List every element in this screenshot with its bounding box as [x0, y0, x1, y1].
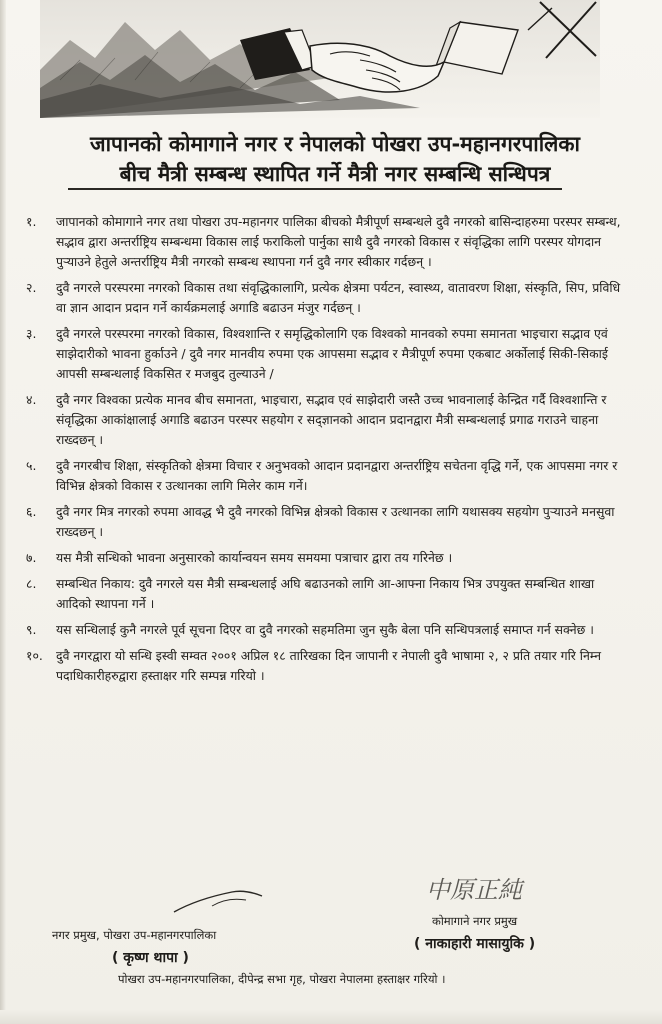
title-underline [68, 188, 562, 190]
clause-number: ८. [26, 576, 37, 591]
handshake-mountain-illustration [40, 0, 600, 118]
clause-7 [18, 548, 630, 568]
clause-text: सम्बन्धित निकाय: दुवै नगरले यस मैत्री सम्बन्धलाई अघि बढाउनको लागि आ-आफ्ना निकाय भित्र उपयुक्त सम्बन्धित शाखा आदिको स्थापना गर्ने । [56, 576, 595, 611]
clause-8 [18, 574, 630, 614]
clause-number: ४. [26, 392, 37, 407]
left-signature-mark [172, 888, 268, 916]
clause-3 [18, 324, 630, 384]
clause-number: २. [26, 280, 37, 295]
clause-2 [18, 278, 630, 318]
clause-10 [18, 646, 630, 686]
right-signatory-name: ( नाकाहारी मासायुकि ) [414, 936, 536, 952]
left-signatory-name: ( कृष्ण थापा ) [112, 950, 189, 966]
clause-1 [18, 212, 630, 272]
clause-5 [18, 456, 630, 496]
clause-text: दुवै नगर मित्र नगरको रुपमा आवद्ध भै दुवै नगरको विभिन्न क्षेत्रको विकास र उत्थानका लागि यथासक्य सहयोग पुऱ्याउने मनसुवा राख्दछन् । [56, 504, 615, 539]
clause-number: ६. [26, 504, 37, 519]
clause-text: दुवै नगरले परस्परमा नगरको विकास, विश्वशान्ति र समृद्धिकोलागि एक विश्वको मानवको रुपमा समानता भाइचारा सद्भाव एवं साझेदारीको भावना हुर्काउने / दुवै नगर मानवीय रुपमा एक आपसमा सद्भाव र मैत्रीपूर्ण रुपमा एकबाट अर्कोलाई सिकी-सिकाई आपसी सम्बन्धलाई विकसित र मजबुद तुल्याउने / [56, 326, 608, 381]
handwritten-signature-text: 中原正純 [426, 876, 522, 904]
clause-number: १०. [26, 648, 43, 663]
right-signatory-title: कोमागाने नगर प्रमुख [432, 914, 518, 928]
document-title-line-2: बीच मैत्री सम्बन्ध स्थापित गर्ने मैत्री नगर सम्बन्धि सन्धिपत्र [119, 162, 551, 186]
clause-text: यस सन्धिलाई कुनै नगरले पूर्व सूचना दिएर वा दुवै नगरको सहमतिमा जुन सुकै बेला पनि सन्धिपत्रलाई समाप्त गर्न सक्नेछ । [56, 622, 595, 637]
clause-text: यस मैत्री सन्धिको भावना अनुसारको कार्यान्वयन समय समयमा पत्राचार द्वारा तय गरिनेछ । [56, 550, 453, 565]
left-signatory-title: नगर प्रमुख, पोखरा उप-महानगरपालिका [52, 928, 217, 942]
clause-number: ९. [26, 622, 37, 637]
scan-bottom-edge [0, 1010, 662, 1024]
clause-text: दुवै नगरले परस्परमा नगरको विकास तथा संवृद्धिकालागि, प्रत्येक क्षेत्रमा पर्यटन, स्वास्थ्य, वातावरण शिक्षा, संस्कृति, सिप, प्रविधि वा ज्ञान आदान प्रदान गर्ने कार्यक्रमलाई अगाडि बढाउन मंजुर गर्दछन् । [56, 280, 621, 315]
clause-text: दुवै नगरद्वारा यो सन्धि इस्वी सम्वत २००१ अप्रिल १८ तारिखका दिन जापानी र नेपाली दुवै भाषामा २, २ प्रति तयार गरि निम्न पदाधिकारीहरुद्वारा हस्ताक्षर गरि सम्पन्न गरियो । [56, 648, 601, 683]
clause-text: जापानको कोमागाने नगर तथा पोखरा उप-महानगर पालिका बीचको मैत्रीपूर्ण सम्बन्धले दुवै नगरको बासिन्दाहरुमा परस्पर सम्बन्ध, सद्भाव द्वारा अन्तर्राष्ट्रिय सम्बन्धमा विकास लाई फराकिलो पार्नुका साथै दुवै नगरको विकास र संवृद्धिका लागि परस्पर योगदान पुऱ्याउने हेतुले अन्तर्राष्ट्रिय मैत्री नगरको सम्बन्ध स्थापना गर्न दुवै नगर स्वीकार गर्दछन् । [56, 214, 621, 269]
clause-9 [18, 620, 630, 640]
clause-text: दुवै नगर विश्वका प्रत्येक मानव बीच समानता, भाइचारा, सद्भाव एवं साझेदारी जस्तै उच्च भावनालाई केन्द्रित गर्दै विश्वशान्ति र संवृद्धिका आकांक्षालाई अगाडि बढाउन परस्पर सहयोग र सद्ज्ञानको आदान प्रदानद्वारा मैत्री सम्बन्धलाई प्रगाढ गराउने चाहना राख्दछन् । [56, 392, 607, 447]
clause-4 [18, 390, 630, 450]
clause-list [18, 212, 630, 692]
document-title-line-1: जापानको कोमागाने नगर र नेपालको पोखरा उप-महानगरपालिका [90, 132, 580, 156]
scan-edge [0, 0, 6, 1024]
clause-number: ३. [26, 326, 37, 341]
clause-number: ७. [26, 550, 37, 565]
signing-location-note: पोखरा उप-महानगरपालिका, दीपेन्द्र सभा गृह, पोखरा नेपालमा हस्ताक्षर गरियो । [118, 972, 446, 986]
clause-6 [18, 502, 630, 542]
clause-number: १. [26, 214, 37, 229]
right-handwritten-signature [420, 872, 570, 906]
clause-text: दुवै नगरबीच शिक्षा, संस्कृतिको क्षेत्रमा विचार र अनुभवको आदान प्रदानद्वारा अन्तर्राष्ट्रिय सचेतना वृद्धि गर्ने, एक आपसमा नगर र विभिन्न क्षेत्रको विकास र उत्थानका लागि मिलेर काम गर्ने। [56, 458, 618, 493]
clause-number: ५. [26, 458, 37, 473]
